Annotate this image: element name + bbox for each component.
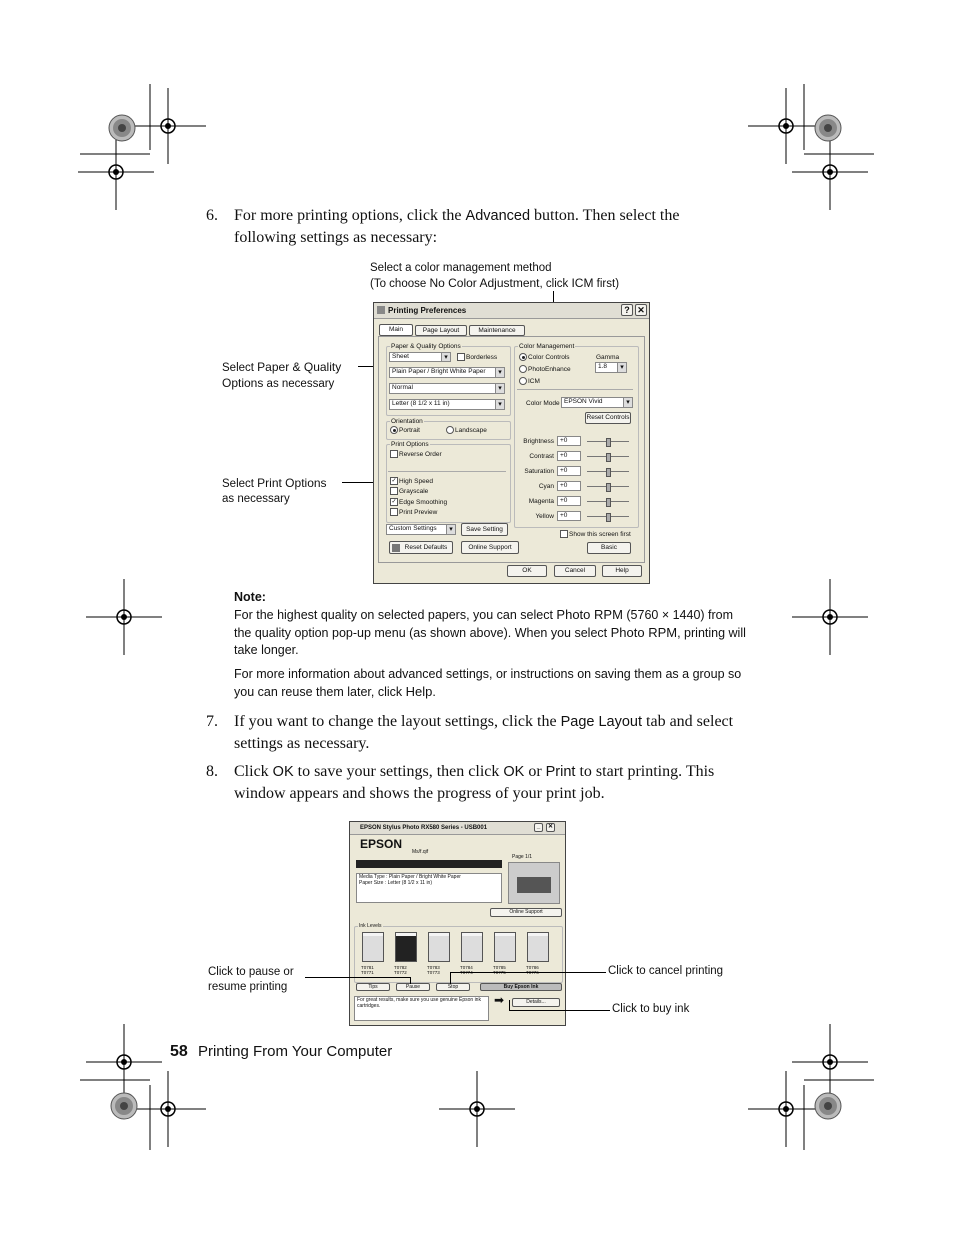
callout-cancel: Click to cancel printing xyxy=(608,965,724,977)
edge-smoothing-checkbox[interactable]: ✓ xyxy=(391,499,397,505)
callout-leader xyxy=(450,972,606,973)
borderless-label: Borderless xyxy=(466,354,498,361)
icm-radio[interactable] xyxy=(519,377,527,385)
online-support-button[interactable]: Online Support xyxy=(490,908,562,917)
note-paragraph-2: For more information about advanced settings, or instructions on saving them as a group so you can reuse them later, click Help. xyxy=(234,667,742,699)
progress-title: EPSON Stylus Photo RX580 Series - USB001 xyxy=(360,825,488,831)
key-term: OK xyxy=(272,764,294,780)
paper-quality-group-label: Paper & Quality Options xyxy=(391,343,461,350)
minimize-icon[interactable]: _ xyxy=(534,823,543,832)
tab-maintenance[interactable]: Maintenance xyxy=(469,325,525,336)
key-term: Advanced xyxy=(465,208,531,224)
ink-levels-label: Ink Levels xyxy=(359,923,382,929)
color-controls-radio[interactable] xyxy=(519,353,527,361)
slider-value-brightness[interactable]: +0 xyxy=(557,436,581,446)
step-number: 8. xyxy=(206,763,218,780)
landscape-label: Landscape xyxy=(455,427,487,434)
show-first-checkbox[interactable] xyxy=(560,530,568,538)
cancel-button[interactable]: Cancel xyxy=(554,565,596,577)
slider-label-magenta: Magenta xyxy=(528,498,554,505)
ink-level-fill xyxy=(462,936,482,961)
step-6 xyxy=(206,205,746,249)
ink-code: T0783 T0773 xyxy=(427,965,440,975)
gamma-label: Gamma xyxy=(596,354,620,361)
job-info-box: Media Type : Plain Paper / Bright White Paper Paper Size : Letter (8 1/2 x 11 in) xyxy=(356,873,502,903)
show-first-label: Show this screen first xyxy=(569,531,631,538)
stop-button[interactable]: Stop xyxy=(436,983,470,991)
ink-code: T0785 xyxy=(493,965,506,970)
grayscale-label: Grayscale xyxy=(399,488,429,495)
borderless-checkbox[interactable] xyxy=(457,353,465,361)
reset-defaults-icon xyxy=(392,544,400,552)
help-icon[interactable]: ? xyxy=(621,304,633,316)
callout-pause: Click to pause or resume printing xyxy=(208,966,294,993)
tab-page-layout[interactable]: Page Layout xyxy=(415,325,467,336)
online-support-button[interactable]: Online Support xyxy=(461,541,519,554)
high-speed-label: High Speed xyxy=(399,478,433,485)
callout-print-options: Select Print Options as necessary xyxy=(222,476,327,505)
paper-source-select[interactable]: Sheet ▾ xyxy=(389,352,451,362)
printing-preferences-dialog xyxy=(373,302,650,584)
ink-level-fill xyxy=(396,936,416,961)
landscape-radio[interactable] xyxy=(446,426,454,434)
callout-color-management: Select a color management method (To choose No Color Adjustment, click ICM first) xyxy=(370,262,620,290)
step-text: If you want to change the layout settings, click the Page Layout tab and select settings as necessary. xyxy=(234,713,734,752)
ink-code: T0781 T0771 xyxy=(361,965,374,975)
ink-level-fill xyxy=(429,936,449,961)
photoenhance-radio[interactable] xyxy=(519,365,527,373)
progress-titlebar xyxy=(350,822,565,835)
pause-button[interactable]: Pause xyxy=(396,983,430,991)
arrow-icon: ➡ xyxy=(494,993,505,1007)
slider-label-contrast: Contrast xyxy=(529,453,554,460)
reset-defaults-button[interactable]: Reset Defaults xyxy=(389,541,453,554)
details-button[interactable]: Details... xyxy=(512,998,560,1007)
icm-label: ICM xyxy=(528,378,540,385)
step-number: 6. xyxy=(206,207,218,224)
color-mode-select[interactable]: EPSON Vivid ▾ xyxy=(561,397,633,408)
section-title: Printing From Your Computer xyxy=(197,1043,393,1060)
callout-leader xyxy=(410,977,411,984)
reset-controls-button[interactable]: Reset Controls xyxy=(585,412,631,424)
note-title: Note: xyxy=(234,590,266,604)
ink-cartridge xyxy=(527,932,549,962)
ink-level-fill xyxy=(495,936,515,961)
slider-magenta[interactable] xyxy=(587,501,629,502)
slider-cyan[interactable] xyxy=(587,486,629,487)
printer-icon xyxy=(377,306,385,314)
orientation-group-label: Orientation xyxy=(391,418,423,425)
edge-smoothing-label: Edge Smoothing xyxy=(399,499,448,506)
ink-code: T0782 T0772 xyxy=(394,965,407,975)
step-text: For more printing options, click the Advanced button. Then select the following settings as necessary: xyxy=(234,207,680,246)
ink-cartridge xyxy=(494,932,516,962)
slider-saturation[interactable] xyxy=(587,471,629,472)
callout-leader xyxy=(305,977,410,978)
ink-cartridge xyxy=(395,932,417,962)
slider-value-contrast[interactable]: +0 xyxy=(557,451,581,461)
ink-code: T0784 xyxy=(460,965,473,970)
dialog-title: Printing Preferences xyxy=(388,306,467,315)
buy-epson-ink-button[interactable]: Buy Epson Ink xyxy=(480,983,562,991)
page-footer xyxy=(170,1043,392,1061)
high-speed-checkbox[interactable]: ✓ xyxy=(391,478,397,484)
note-paragraph-1: For the highest quality on selected papers, you can select Photo RPM (5760 × 1440) from the quality option pop-up menu (as shown above). When you select Photo RPM, printing will take longer. xyxy=(234,607,746,657)
slider-label-brightness: Brightness xyxy=(523,438,554,445)
slider-label-cyan: Cyan xyxy=(538,483,554,490)
gamma-select[interactable]: 1.8 ▾ xyxy=(595,362,627,373)
tips-button[interactable]: Tips xyxy=(356,983,390,991)
key-term: Page Layout xyxy=(560,714,643,730)
photoenhance-label: PhotoEnhance xyxy=(528,366,571,373)
reverse-order-label: Reverse Order xyxy=(399,451,442,458)
ink-cartridge xyxy=(362,932,384,962)
print-preview-checkbox[interactable] xyxy=(390,508,398,516)
message-box: For great results, make sure you use genuine Epson ink cartridges. xyxy=(354,996,489,1021)
file-name: Ms/f.qif xyxy=(412,849,429,855)
ink-code: T0786 xyxy=(526,965,539,970)
slider-value-saturation[interactable]: +0 xyxy=(557,466,581,476)
callout-leader xyxy=(509,1010,610,1011)
paper-size-select[interactable]: Letter (8 1/2 x 11 in) ▾ xyxy=(389,399,505,410)
portrait-label: Portrait xyxy=(399,427,420,434)
callout-buy-ink: Click to buy ink xyxy=(612,1003,690,1015)
progress-window xyxy=(349,821,566,1026)
save-setting-button[interactable]: Save Setting xyxy=(461,523,508,536)
step-text: Click OK to save your settings, then click OK or Print to start printing. This window appears and shows the progress of your print job. xyxy=(234,763,715,802)
epson-logo: EPSON xyxy=(360,837,403,851)
ink-level-fill xyxy=(363,936,383,961)
callout-leader xyxy=(450,972,451,984)
help-button[interactable]: Help xyxy=(602,565,642,577)
slider-contrast[interactable] xyxy=(587,456,629,457)
printer-image xyxy=(508,862,560,904)
slider-label-saturation: Saturation xyxy=(524,468,554,475)
color-controls-label: Color Controls xyxy=(528,354,570,361)
print-options-group-label: Print Options xyxy=(391,441,429,448)
key-term: OK xyxy=(503,764,525,780)
custom-settings-select[interactable]: Custom Settings ▾ xyxy=(386,524,456,535)
slider-value-magenta[interactable]: +0 xyxy=(557,496,581,506)
step-7 xyxy=(206,711,746,755)
grayscale-checkbox[interactable] xyxy=(390,487,398,495)
key-term: Print xyxy=(545,764,576,780)
slider-brightness[interactable] xyxy=(587,441,629,442)
portrait-radio[interactable] xyxy=(390,426,398,434)
tab-main[interactable]: Main xyxy=(379,324,413,336)
color-management-group-label: Color Management xyxy=(519,343,575,350)
quality-select[interactable]: Normal ▾ xyxy=(389,383,505,394)
dialog-titlebar xyxy=(374,303,649,319)
basic-button[interactable]: Basic xyxy=(587,542,631,554)
callout-leader xyxy=(509,1000,510,1010)
slider-value-cyan[interactable]: +0 xyxy=(557,481,581,491)
close-icon[interactable]: ✕ xyxy=(547,824,554,830)
reverse-order-checkbox[interactable] xyxy=(390,450,398,458)
callout-paper-quality: Select Paper & Quality Options as necessary xyxy=(222,360,342,390)
step-number: 7. xyxy=(206,713,218,730)
progress-bar xyxy=(356,860,502,868)
ink-cartridge xyxy=(461,932,483,962)
color-mode-label: Color Mode xyxy=(526,400,560,407)
step-8 xyxy=(206,761,746,805)
slider-value-yellow[interactable]: +0 xyxy=(557,511,581,521)
page-number: 58 xyxy=(170,1043,188,1060)
print-preview-label: Print Preview xyxy=(399,509,438,516)
slider-yellow[interactable] xyxy=(587,516,629,517)
ink-cartridge xyxy=(428,932,450,962)
ok-button[interactable]: OK xyxy=(507,565,547,577)
page-count: Page 1/1 xyxy=(512,854,533,860)
ink-level-fill xyxy=(528,936,548,961)
close-icon[interactable]: ✕ xyxy=(635,304,647,316)
slider-label-yellow: Yellow xyxy=(535,513,554,520)
paper-type-select[interactable]: Plain Paper / Bright White Paper ▾ xyxy=(389,367,505,378)
